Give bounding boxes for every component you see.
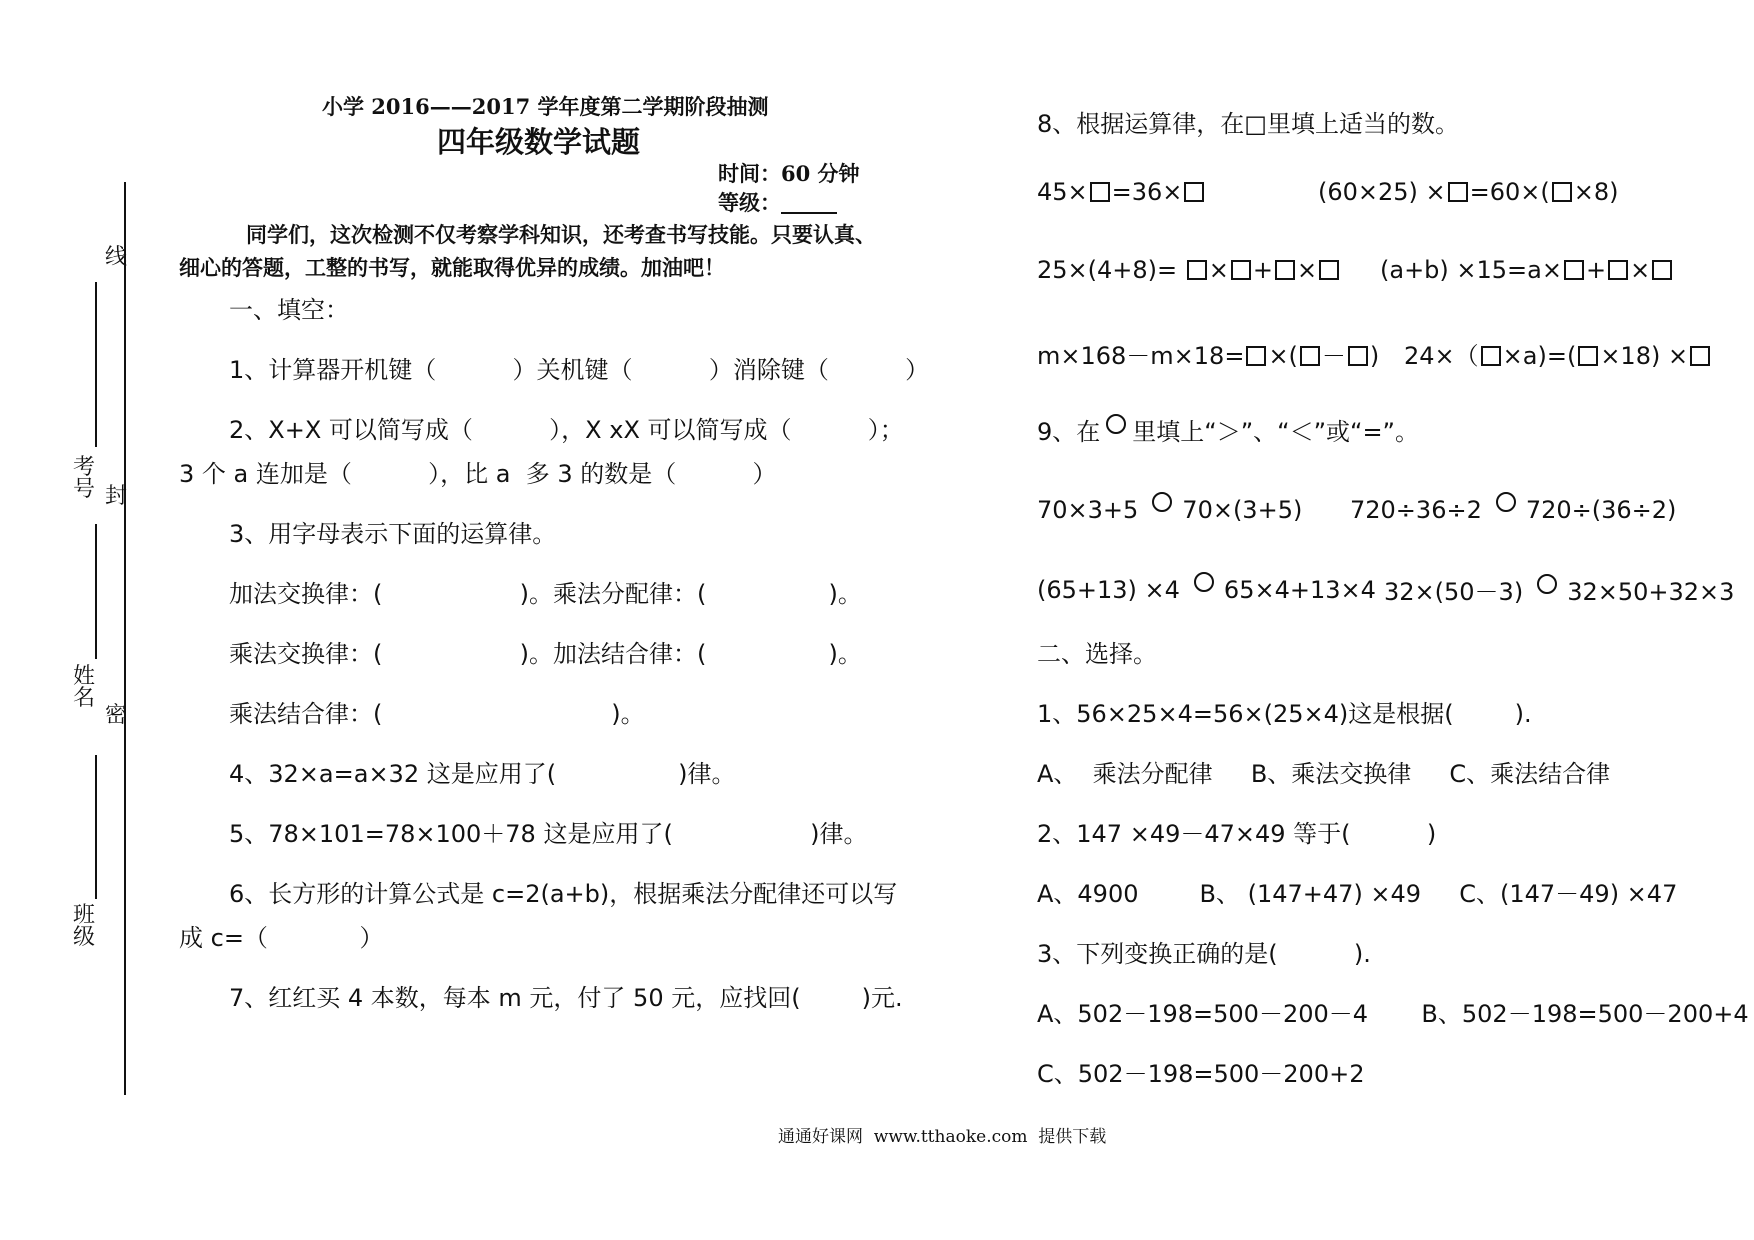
answer-box[interactable]	[1246, 346, 1266, 366]
question-3c: 乘法结合律：( )。	[229, 700, 645, 728]
label-banji: 班级	[72, 903, 95, 950]
answer-box[interactable]	[1564, 260, 1584, 280]
choice-2-options: A、4900 B、 (147+47) ×49 C、(147－49) ×47	[1037, 880, 1678, 908]
question-4: 4、32×a=a×32 这是应用了( )律。	[229, 760, 736, 788]
compare-circle[interactable]	[1152, 492, 1172, 512]
exam-time: 时间：60 分钟	[718, 161, 860, 186]
question-7: 7、红红买 4 本数，每本 m 元，付了 50 元，应找回( )元.	[229, 984, 903, 1012]
choice-1-options: A、 乘法分配律 B、乘法交换律 C、乘法结合律	[1037, 760, 1611, 788]
question-6b: 成 c=（ ）	[179, 924, 384, 952]
question-9: 9、在 里填上“＞”、“＜”或“=”。	[1037, 412, 1419, 447]
q8-row3-right: 24×（ ×a)=( ×18) ×	[1404, 336, 1712, 371]
label-kaohao: 考号	[72, 455, 95, 502]
choice-3: 3、下列变换正确的是( ).	[1037, 940, 1371, 968]
question-3: 3、用字母表示下面的运算律。	[229, 520, 557, 548]
intro-line-2: 细心的答题，工整的书写，就能取得优异的成绩。加油吧！	[179, 255, 725, 280]
label-xingming: 姓名	[72, 664, 95, 711]
answer-box[interactable]	[1348, 346, 1368, 366]
q9-row2: (65+13) ×4 65×4+13×4	[1037, 572, 1376, 604]
q8-row1-left: 45× =36×	[1037, 178, 1206, 206]
section-1-heading: 一、填空：	[229, 296, 349, 324]
answer-box[interactable]	[1275, 260, 1295, 280]
answer-box[interactable]	[1448, 182, 1468, 202]
banji-field-line[interactable]	[95, 755, 97, 899]
grade-blank[interactable]	[781, 192, 837, 214]
exam-subtitle: 小学 2016——2017 学年度第二学期阶段抽测	[322, 94, 769, 119]
choice-2: 2、147 ×49－47×49 等于( )	[1037, 820, 1437, 848]
exam-title: 四年级数学试题	[437, 125, 641, 159]
choice-3-options: A、502－198=500－200－4 B、502－198=500－200+4	[1037, 1000, 1749, 1028]
question-2b: 3 个 a 连加是（ ），比 a 多 3 的数是（ ）	[179, 460, 777, 488]
binding-line	[124, 182, 126, 1095]
choice-3-option-c: C、502－198=500－200+2	[1037, 1060, 1365, 1088]
answer-box[interactable]	[1090, 182, 1110, 202]
answer-box[interactable]	[1652, 260, 1672, 280]
grade-label: 等级：	[718, 190, 781, 215]
q8-row2-right: (a+b) ×15=a× + ×	[1380, 256, 1674, 284]
choice-1: 1、56×25×4=56×(25×4)这是根据( ).	[1037, 700, 1532, 728]
intro-line-1: 同学们，这次检测不仅考察学科知识，还考查书写技能。只要认真、	[246, 222, 876, 247]
xingming-field-line[interactable]	[95, 524, 97, 659]
q9-row2-right: 32×(50－3) 32×50+32×3	[1384, 572, 1734, 607]
answer-box[interactable]	[1578, 346, 1598, 366]
footer-source: 通通好课网 www.tthaoke.com 提供下载	[778, 1127, 1107, 1147]
answer-box[interactable]	[1300, 346, 1320, 366]
compare-circle[interactable]	[1537, 574, 1557, 594]
question-3a: 加法交换律：( )。乘法分配律：( )。	[229, 580, 862, 608]
compare-circle[interactable]	[1496, 492, 1516, 512]
question-2a: 2、X+X 可以简写成（ ），X xX 可以简写成（ ）；	[229, 416, 904, 444]
answer-box[interactable]	[1187, 260, 1207, 280]
binding-label-feng: 封	[104, 484, 127, 509]
question-5: 5、78×101=78×100＋78 这是应用了( )律。	[229, 820, 868, 848]
q9-row1: 70×3+5 70×(3+5)	[1037, 492, 1302, 524]
question-8: 8、根据运算律，在□里填上适当的数。	[1037, 110, 1459, 138]
compare-circle[interactable]	[1194, 572, 1214, 592]
answer-box[interactable]	[1319, 260, 1339, 280]
answer-box[interactable]	[1690, 346, 1710, 366]
q8-row3-left: m×168－m×18= ×( － )	[1037, 342, 1380, 370]
q9-row1-right: 720÷36÷2 720÷(36÷2)	[1350, 492, 1676, 524]
question-1: 1、计算器开机键（ ）关机键（ ）消除键（ ）	[229, 356, 930, 384]
answer-box[interactable]	[1231, 260, 1251, 280]
binding-label-mi: 密	[104, 703, 127, 728]
q8-row2-left: 25×(4+8)= × + ×	[1037, 256, 1341, 284]
binding-label-xian: 线	[104, 245, 127, 270]
answer-box[interactable]	[1481, 346, 1501, 366]
grade-field	[718, 187, 837, 217]
kaohao-field-line[interactable]	[95, 282, 97, 447]
q8-row1-right: (60×25) × =60×( ×8)	[1318, 178, 1619, 206]
answer-box[interactable]	[1608, 260, 1628, 280]
question-6a: 6、长方形的计算公式是 c=2(a+b)，根据乘法分配律还可以写	[229, 880, 898, 908]
compare-circle-icon	[1106, 414, 1126, 434]
answer-box[interactable]	[1184, 182, 1204, 202]
answer-box[interactable]	[1552, 182, 1572, 202]
section-2-heading: 二、选择。	[1037, 640, 1157, 668]
question-3b: 乘法交换律：( )。加法结合律：( )。	[229, 640, 862, 668]
